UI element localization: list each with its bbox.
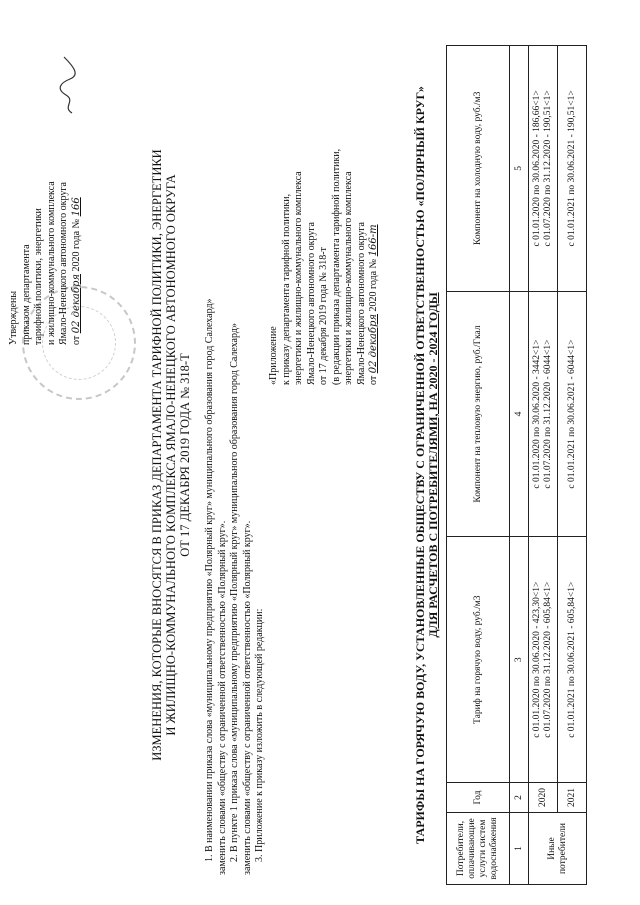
column-number: 4 — [510, 291, 529, 537]
year-cell: 2021 — [558, 783, 587, 813]
appendix-line: к приказу департамента тарифной политики, — [280, 193, 292, 385]
header-hot-water-tariff: Тариф на горячую воду, руб./м3 — [447, 537, 510, 783]
header-cold-water-component: Компонент на холодную воду, руб./м3 — [447, 46, 510, 292]
cold-cell — [558, 46, 587, 292]
header-year: Год — [447, 783, 510, 813]
column-number: 5 — [510, 46, 529, 292]
table-number-row — [510, 46, 529, 885]
approval-date-prefix: от — [70, 335, 82, 345]
appendix-block — [268, 55, 381, 385]
approval-line: Ямало-Ненецкого автономного округа — [58, 182, 69, 345]
approval-line: тарифной политики, энергетики — [33, 208, 44, 345]
column-number: 1 — [510, 813, 529, 885]
heat-cell — [558, 291, 587, 537]
heat-period: с 01.01.2021 по 30.06.2021 - 6044<1> — [566, 339, 577, 489]
appendix-line: энергетики и жилищно-коммунального комплекса — [293, 171, 304, 385]
approval-date-handwritten: 02 декабря — [70, 274, 82, 334]
approval-date-suffix: 2020 года № — [70, 218, 82, 272]
tariff-table — [446, 45, 587, 885]
approval-line: и жилищно-коммунального комплекса — [45, 181, 57, 345]
heat-period: с 01.07.2020 по 31.12.2020 - 6044<1> — [543, 339, 553, 489]
appendix-line: Ямало-Ненецкого автономного округа — [355, 222, 367, 385]
cold-period: с 01.07.2020 по 31.12.2020 - 190,51<1> — [543, 90, 553, 247]
appendix-line: от 17 декабря 2019 года № 318-т — [318, 247, 329, 385]
appendix-date-handwritten: 02 декабря — [368, 314, 379, 374]
tariff-period: с 01.01.2020 по 30.06.2020 - 423,30<1> — [532, 581, 542, 738]
header-line-3: ОТ 17 ДЕКАБРЯ 2019 ГОДА № 318-Т — [178, 353, 192, 557]
amendment-items — [204, 55, 267, 875]
appendix-date-prefix: от — [368, 375, 379, 385]
heat-period: с 01.01.2020 по 30.06.2020 - 3442<1> — [532, 339, 542, 489]
tariff-cell — [529, 537, 558, 783]
appendix-date-line — [368, 55, 381, 385]
item-3-text: 3. Приложение к приказу изложить в следующей редакции: — [254, 608, 265, 862]
approval-number-handwritten: 166 — [70, 197, 82, 217]
appendix-line: «Приложение — [268, 326, 279, 385]
header-consumers: Потребители, оплачивающие услуги систем водоснабжения — [447, 813, 510, 885]
appendix-date-suffix: 2020 года № — [368, 258, 379, 312]
header-line-2: И ЖИЛИЩНО-КОММУНАЛЬНОГО КОМПЛЕКСА ЯМАЛО-НЕНЕЦКОГО АВТОНОМНОГО ОКРУГА — [164, 174, 178, 736]
item-2-text: 2. В пункте 1 приказа слова «муниципальному предприятию «Полярный круг» муниципального образования город Салехард» — [229, 323, 240, 862]
cold-period: с 01.01.2021 по 30.06.2021 - 190,51<1> — [566, 90, 577, 247]
item-2-continuation: заменить словами «обществу с ограниченной ответственностью «Полярный круг». — [241, 520, 253, 875]
appendix-line: Ямало-Ненецкого автономного округа — [305, 222, 317, 385]
appendix-number-handwritten: 166-т — [368, 224, 379, 257]
header-heat-component: Компонент на тепловую энергию, руб./Гкал — [447, 291, 510, 537]
appendix-line: энергетики и жилищно-коммунального комплекса — [343, 171, 354, 385]
table-row — [529, 46, 558, 885]
handwritten-signature — [58, 55, 78, 115]
heat-cell — [529, 291, 558, 537]
approval-line: приказом департамента — [20, 244, 32, 345]
tariff-period: с 01.07.2020 по 31.12.2020 - 605,84<1> — [543, 581, 553, 738]
item-1-continuation: заменить словами «обществу с ограниченной ответственностью «Полярный круг». — [216, 520, 228, 875]
document-header — [150, 125, 192, 785]
table-row — [558, 46, 587, 885]
table-title — [414, 45, 440, 885]
cold-period: с 01.01.2020 по 30.06.2020 - 186,66<1> — [532, 90, 542, 247]
tariff-cell — [558, 537, 587, 783]
rotated-document-page — [0, 25, 620, 905]
cold-cell — [529, 46, 558, 292]
header-line-1: ИЗМЕНЕНИЯ, КОТОРЫЕ ВНОСЯТСЯ В ПРИКАЗ ДЕПАРТАМЕНТА ТАРИФНОЙ ПОЛИТИКИ, ЭНЕРГЕТИКИ — [150, 149, 164, 761]
table-title-line-2: ДЛЯ РАСЧЕТОВ С ПОТРЕБИТЕЛЯМИ, НА 2020 - 2024 ГОДЫ — [426, 292, 440, 638]
table-header-row — [447, 46, 510, 885]
appendix-line: (в редакции приказа департамента тарифной политики, — [330, 148, 342, 385]
table-title-line-1: ТАРИФЫ НА ГОРЯЧУЮ ВОДУ, УСТАНОВЛЕННЫЕ ОБЩЕСТВУ С ОГРАНИЧЕННОЙ ОТВЕТСТВЕННОСТЬЮ «ПОЛЯРНЫЙ КРУГ» — [413, 86, 427, 844]
year-cell: 2020 — [529, 783, 558, 813]
consumer-cell: Иные потребители — [529, 813, 587, 885]
approval-line: Утверждены — [8, 290, 19, 345]
column-number: 2 — [510, 783, 529, 813]
tariff-period: с 01.01.2021 по 30.06.2021 - 605,84<1> — [566, 581, 577, 738]
column-number: 3 — [510, 537, 529, 783]
item-1-text: 1. В наименовании приказа слова «муниципальному предприятию «Полярный круг» муниципального образования город Салехард» — [204, 298, 215, 862]
